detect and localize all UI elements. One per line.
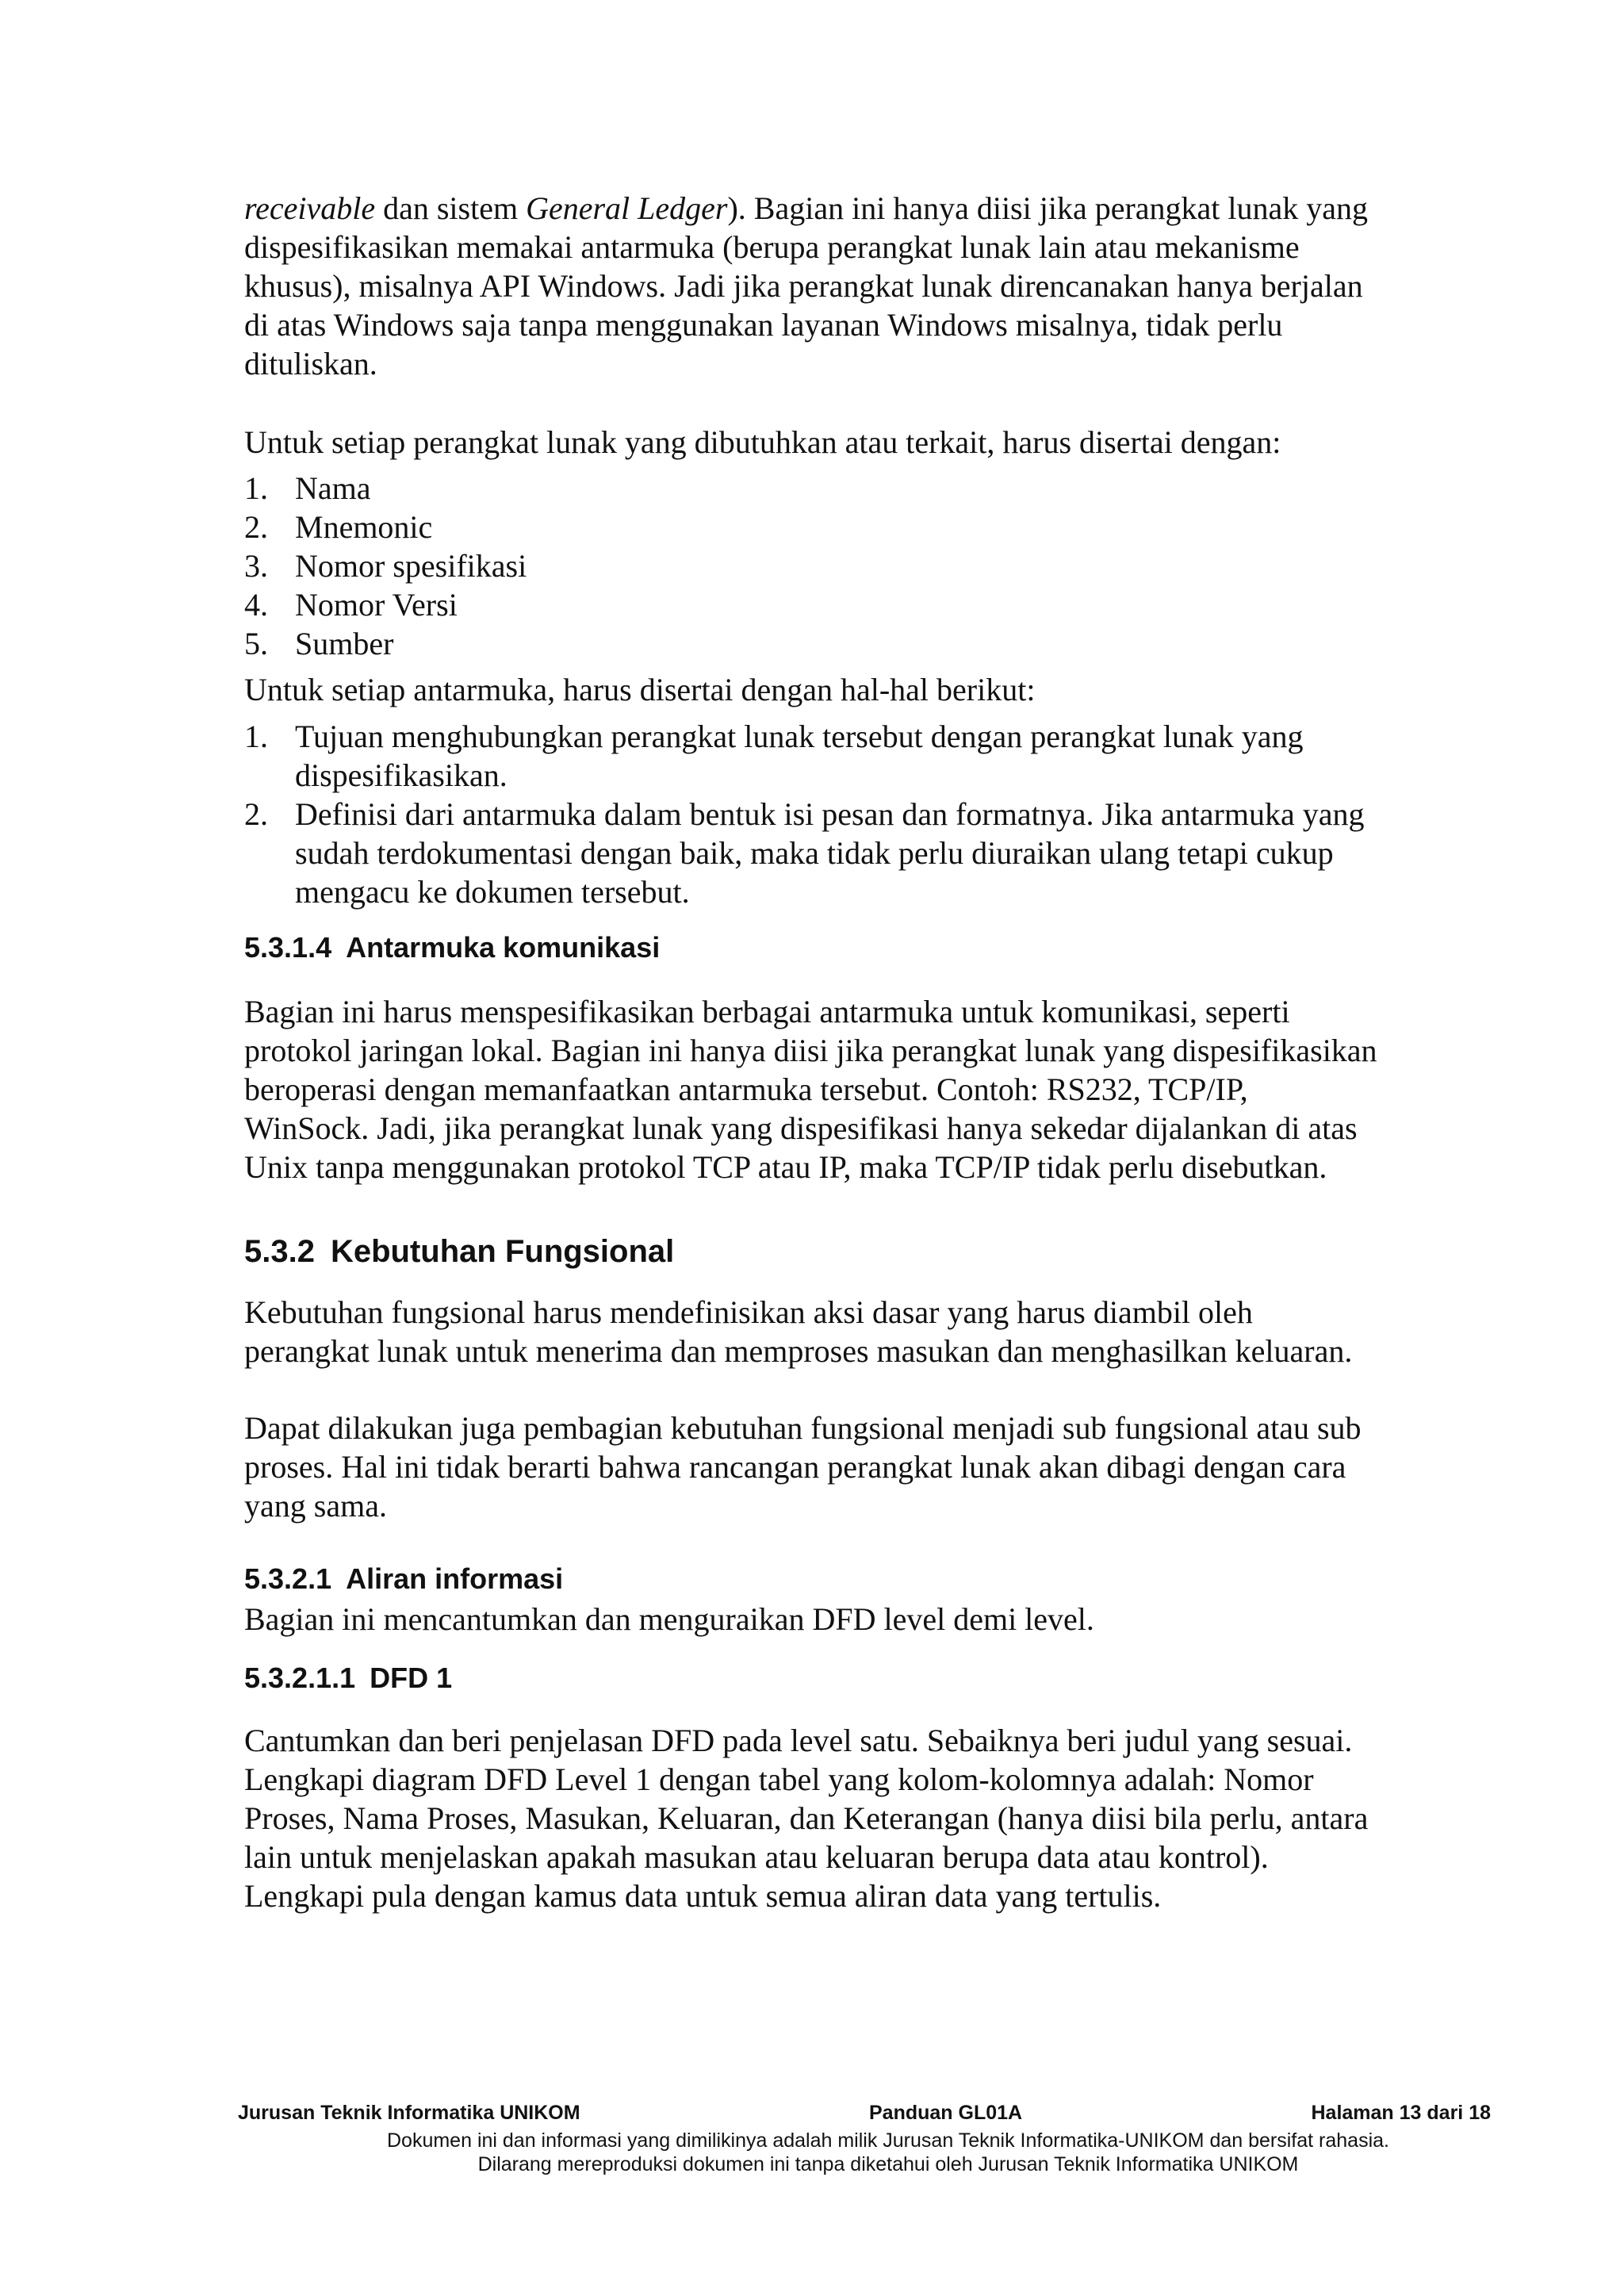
list-item: 1. Nama — [244, 470, 371, 506]
list-item: 2. Mnemonic — [244, 509, 433, 545]
section-5-3-1-4-body: Bagian ini harus menspesifikasikan berbagai antarmuka untuk komunikasi, seperti protokol jaringan lokal. Bagian ini hanya diisi jika perangkat lunak yang dispesifikasikan beroperasi dengan memanfaatkan antarmuka tersebut. Contoh: RS232, TCP/IP, WinSock. Jadi, jika perangkat lunak yang dispesifikasi hanya sekedar dijalankan di atas Unix tanpa menggunakan protokol TCP atau IP, maka TCP/IP tidak perlu disebutkan. — [244, 994, 1377, 1185]
list-item: 4. Nomor Versi — [244, 587, 458, 623]
footer-confidential-notice: Dokumen ini dan informasi yang dimilikinya adalah milik Jurusan Teknik Informatika-UNIKOM dan bersifat rahasia. — [387, 2129, 1389, 2152]
footer-reproduction-notice: Dilarang mereproduksi dokumen ini tanpa diketahui oleh Jurusan Teknik Informatika UNIKOM — [477, 2153, 1299, 2175]
footer-department: Jurusan Teknik Informatika UNIKOM — [238, 2102, 580, 2124]
intro-text-1: dan sistem — [375, 190, 527, 226]
list-item: 2. Definisi dari antarmuka dalam bentuk isi pesan dan formatnya. Jika antarmuka yang sudah terdokumentasi dengan baik, maka tidak perlu diuraikan ulang tetapi cukup mengacu ke dokumen tersebut. — [244, 796, 1365, 910]
section-5-3-2-1-1-body: Cantumkan dan beri penjelasan DFD pada level satu. Sebaiknya beri judul yang sesuai. Lengkapi diagram DFD Level 1 dengan tabel yang kolom-kolomnya adalah: Nomor Proses, Nama Proses, Masukan, Keluaran, dan Keterangan (hanya diisi bila perlu, antara lain untuk menjelaskan apakah masukan atau keluaran berupa data atau kontrol). Lengkapi pula dengan kamus data untuk semua aliran data yang tertulis. — [244, 1723, 1369, 1914]
list-item: 3. Nomor spesifikasi — [244, 548, 527, 584]
heading-5-3-2: 5.3.2 Kebutuhan Fungsional — [244, 1234, 675, 1269]
section-5-3-2-body-2: Dapat dilakukan juga pembagian kebutuhan fungsional menjadi sub fungsional atau sub proses. Hal ini tidak berarti bahwa rancangan perangkat lunak akan dibagi dengan cara yang sama. — [244, 1410, 1362, 1524]
interface-intro: Untuk setiap antarmuka, harus disertai dengan hal-hal berikut: — [244, 672, 1036, 707]
footer-header-row — [238, 2102, 1491, 2129]
software-intro: Untuk setiap perangkat lunak yang dibutuhkan atau terkait, harus disertai dengan: — [244, 424, 1281, 460]
section-5-3-2-1-body: Bagian ini mencantumkan dan menguraikan DFD level demi level. — [244, 1601, 1094, 1637]
list-item: 5. Sumber — [244, 626, 394, 661]
footer-page-number: Halaman 13 dari 18 — [1311, 2102, 1491, 2124]
heading-5-3-2-1-1: 5.3.2.1.1 DFD 1 — [244, 1662, 453, 1694]
intro-text-2: ). Bagian ini hanya diisi jika perangkat lunak yang dispesifikasikan memakai antarmuka (berupa perangkat lunak lain atau mekanisme khusus), misalnya API Windows. Jadi jika perangkat lunak direncanakan hanya berjalan di atas Windows saja tanpa menggunakan layanan Windows misalnya, tidak perlu dituliskan. — [244, 190, 1369, 381]
page-footer — [238, 2102, 1491, 2176]
heading-5-3-1-4: 5.3.1.4 Antarmuka komunikasi — [244, 931, 661, 964]
interface-list — [244, 717, 1380, 911]
document-body — [244, 189, 1380, 1915]
software-list — [244, 469, 1380, 663]
term-general-ledger: General Ledger — [526, 190, 728, 226]
list-item: 1. Tujuan menghubungkan perangkat lunak tersebut dengan perangkat lunak yang dispesifikasikan. — [244, 719, 1304, 793]
footer-document-id: Panduan GL01A — [869, 2102, 1023, 2124]
section-5-3-2-body-1: Kebutuhan fungsional harus mendefinisikan aksi dasar yang harus diambil oleh perangkat lunak untuk menerima dan memproses masukan dan menghasilkan keluaran. — [244, 1294, 1353, 1369]
heading-5-3-2-1: 5.3.2.1 Aliran informasi — [244, 1562, 564, 1595]
intro-paragraph — [244, 189, 1380, 383]
term-receivable: receivable — [244, 190, 376, 226]
